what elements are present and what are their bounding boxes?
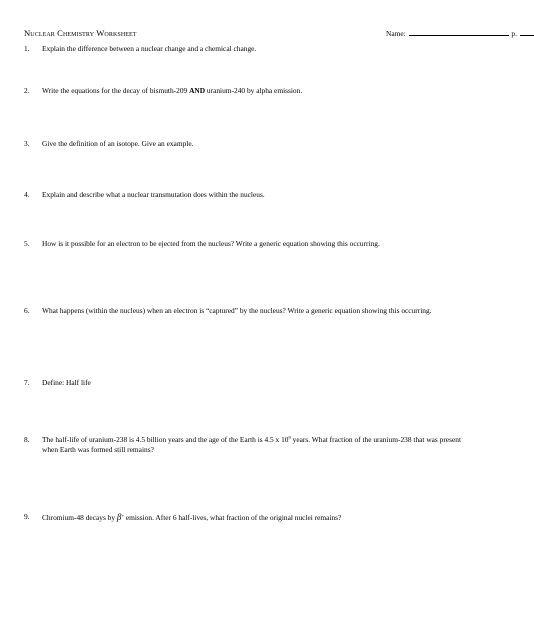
name-label: Name:	[386, 29, 406, 38]
question-text	[42, 86, 471, 96]
question-text: How is it possible for an electron to be ejected from the nucleus? Write a generic equation showing this occurring.	[42, 239, 380, 248]
name-period-field	[386, 28, 534, 38]
question-text: Give the definition of an isotope. Give an example.	[42, 139, 194, 148]
period-label: p.	[511, 29, 517, 38]
question-emphasis: AND	[189, 86, 206, 95]
question-text: Explain the difference between a nuclear change and a chemical change.	[42, 44, 257, 53]
question-number: 1.	[24, 44, 30, 53]
question-text	[42, 435, 471, 455]
question-text-part: uranium-240 by alpha emission.	[205, 86, 303, 95]
question-number: 6.	[24, 306, 30, 315]
question-number: 4.	[24, 190, 30, 199]
question-text: Explain and describe what a nuclear transmutation does within the nucleus.	[42, 190, 265, 199]
question-text-part: The half-life of uranium-238 is 4.5 billion years and the age of the Earth is 4.5 x 10	[42, 435, 289, 444]
beta-charge: +	[121, 513, 124, 518]
question-text: Define: Half life	[42, 378, 91, 387]
question-text-part: years. What fraction of the uranium-238 that was present when Earth was formed still remains?	[42, 435, 461, 454]
question-number: 2.	[24, 86, 30, 95]
worksheet-title: Nuclear Chemistry Worksheet	[24, 28, 137, 38]
question-number: 9.	[24, 512, 30, 521]
question-text-part: Chromium-48 decays by	[42, 513, 117, 522]
question-text: What happens (within the nucleus) when an electron is “captured” by the nucleus? Write a generic equation showing this occurring.	[42, 306, 432, 315]
question-number: 7.	[24, 378, 30, 387]
exponent: 9	[288, 435, 291, 440]
question-text	[42, 512, 471, 523]
question-text-part: emission. After 6 half-lives, what fraction of the original nuclei remains?	[124, 513, 342, 522]
question-text-part: Write the equations for the decay of bismuth-209	[42, 86, 190, 95]
question-number: 5.	[24, 239, 30, 248]
question-number: 3.	[24, 139, 30, 148]
period-blank[interactable]	[520, 28, 534, 36]
question-number: 8.	[24, 435, 30, 444]
worksheet-header	[24, 28, 517, 42]
name-blank[interactable]	[409, 28, 509, 36]
beta-symbol: β	[116, 512, 122, 522]
